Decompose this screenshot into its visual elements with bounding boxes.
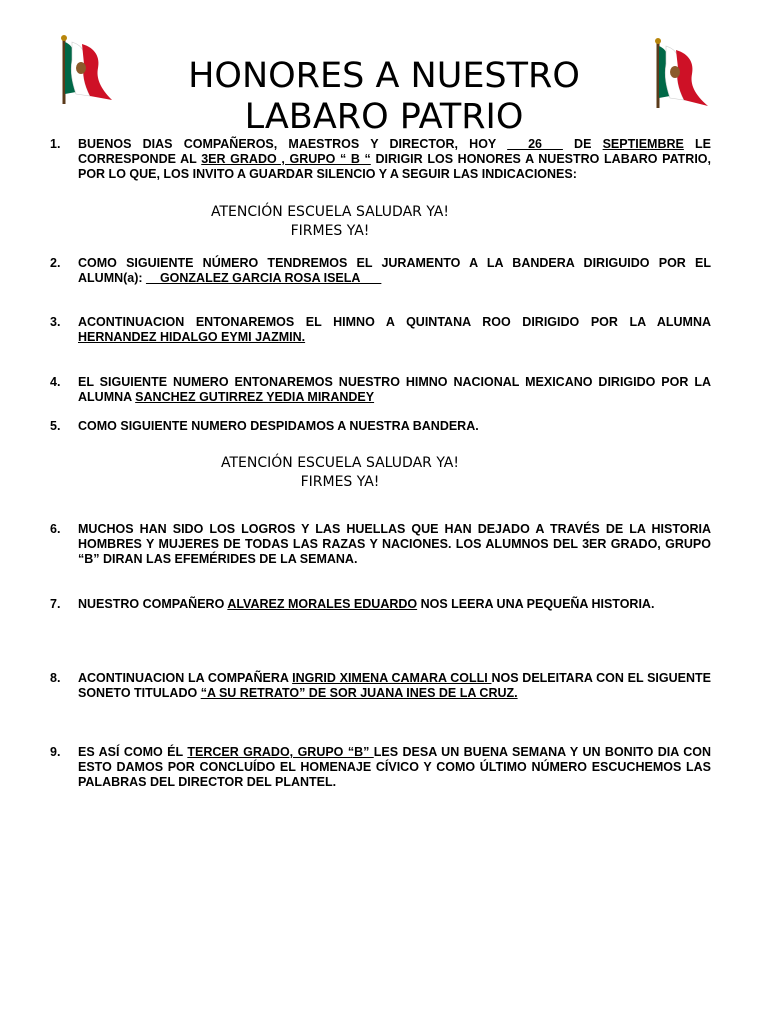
item-text-run: LES DESA UN BUENA SEMANA Y UN BONITO DIA CON ESTO DAMOS POR CONCLUÍDO EL HOMENAJE CÍVICO Y COMO ÚLTIMO NÚMERO ESCUCHEMOS LAS PALABRAS DEL DIRECTOR DEL PLANTEL. [78, 745, 711, 789]
item-text [78, 745, 711, 790]
grade-group-field: TERCER GRADO, GRUPO “B” [187, 745, 374, 759]
item-number: 5. [50, 419, 61, 433]
item-text-run: ACONTINUACION LA COMPAÑERA [78, 671, 293, 685]
list-item [50, 315, 711, 345]
item-text [78, 419, 711, 434]
item-text-run: DE [562, 137, 603, 151]
sonnet-title: “A SU RETRATO” DE SOR JUANA INES DE LA CRUZ. [200, 686, 518, 700]
item-number: 4. [50, 375, 61, 389]
student-name: SANCHEZ GUTIRREZ YEDIA MIRANDEY [135, 390, 375, 404]
title-line-2: LABARO PATRIO [244, 97, 524, 137]
item-text-run: ACONTINUACION ENTONAREMOS EL HIMNO A QUINTANA ROO DIRIGIDO POR LA ALUMNA [78, 315, 711, 329]
item-text [78, 522, 711, 567]
item-text-run: BUENOS DIAS COMPAÑEROS, MAESTROS Y DIRECTOR, HOY [78, 137, 508, 151]
item-number: 2. [50, 256, 61, 270]
list-item [50, 375, 711, 405]
page-title [0, 56, 768, 138]
list-item [50, 256, 711, 286]
student-name: __GONZALEZ GARCIA ROSA ISELA___ [146, 271, 382, 285]
item-text-run: DIRIGIR LOS HONORES A NUESTRO LABARO PATRIO, POR LO QUE, LOS INVITO A GUARDAR SILENCIO Y A SEGUIR LAS INDICACIONES: [78, 152, 712, 181]
student-name: INGRID XIMENA CAMARA COLLI [292, 671, 492, 685]
item-text [78, 375, 711, 405]
item-text-run: ES ASÍ COMO ÉL [78, 745, 188, 759]
grade-group-field: 3ER GRADO , GRUPO “ B “ [201, 152, 371, 166]
command-line-1: ATENCIÓN ESCUELA SALUDAR YA! [221, 455, 459, 471]
item-number: 8. [50, 671, 61, 685]
list-item [50, 597, 711, 612]
item-number: 6. [50, 522, 61, 536]
student-name: ALVAREZ MORALES EDUARDO [227, 597, 418, 611]
list-item [50, 419, 711, 434]
date-day-blank: ___26___ [507, 137, 563, 151]
item-number: 1. [50, 137, 61, 151]
list-item [50, 745, 711, 790]
list-item [50, 671, 711, 701]
salute-command [10, 454, 670, 492]
item-text-run: COMO SIGUIENTE NUMERO DESPIDAMOS A NUESTRA BANDERA. [78, 419, 479, 433]
salute-command [0, 203, 660, 241]
list-item [50, 522, 711, 567]
student-name: HERNANDEZ HIDALGO EYMI JAZMIN. [78, 330, 306, 344]
item-text [78, 256, 711, 286]
title-line-1: HONORES A NUESTRO [188, 56, 580, 96]
item-text-run: EL SIGUIENTE NUMERO ENTONAREMOS NUESTRO HIMNO NACIONAL MEXICANO DIRIGIDO POR LA ALUMNA [78, 375, 711, 404]
item-text-run: NUESTRO COMPAÑERO [78, 597, 228, 611]
month-field: SEPTIEMBRE [602, 137, 684, 151]
item-text [78, 671, 711, 701]
item-number: 9. [50, 745, 61, 759]
item-text [78, 315, 711, 345]
item-text [78, 137, 711, 182]
item-text-run: NOS DELEITARA CON EL SIGUENTE SONETO TITULADO [78, 671, 711, 700]
item-text-run: MUCHOS HAN SIDO LOS LOGROS Y LAS HUELLAS QUE HAN DEJADO A TRAVÉS DE LA HISTORIA HOMBRES Y MUJERES DE TODAS LAS RAZAS Y NACIONES. LOS ALUMNOS DEL 3ER GRADO, GRUPO “B” DIRAN LAS EFEMÉRIDES DE LA SEMANA. [78, 522, 711, 566]
command-line-1: ATENCIÓN ESCUELA SALUDAR YA! [211, 204, 449, 220]
command-line-2: FIRMES YA! [290, 223, 370, 239]
item-text [78, 597, 711, 612]
item-text-run: COMO SIGUIENTE NÚMERO TENDREMOS EL JURAMENTO A LA BANDERA DIRIGUIDO POR EL ALUMN(a): [78, 256, 711, 285]
item-text-run: NOS LEERA UNA PEQUEÑA HISTORIA. [417, 597, 655, 611]
item-number: 7. [50, 597, 61, 611]
command-line-2: FIRMES YA! [300, 474, 380, 490]
item-number: 3. [50, 315, 61, 329]
list-item [50, 137, 711, 182]
item-text-run: LE CORRESPONDE AL [78, 137, 712, 166]
